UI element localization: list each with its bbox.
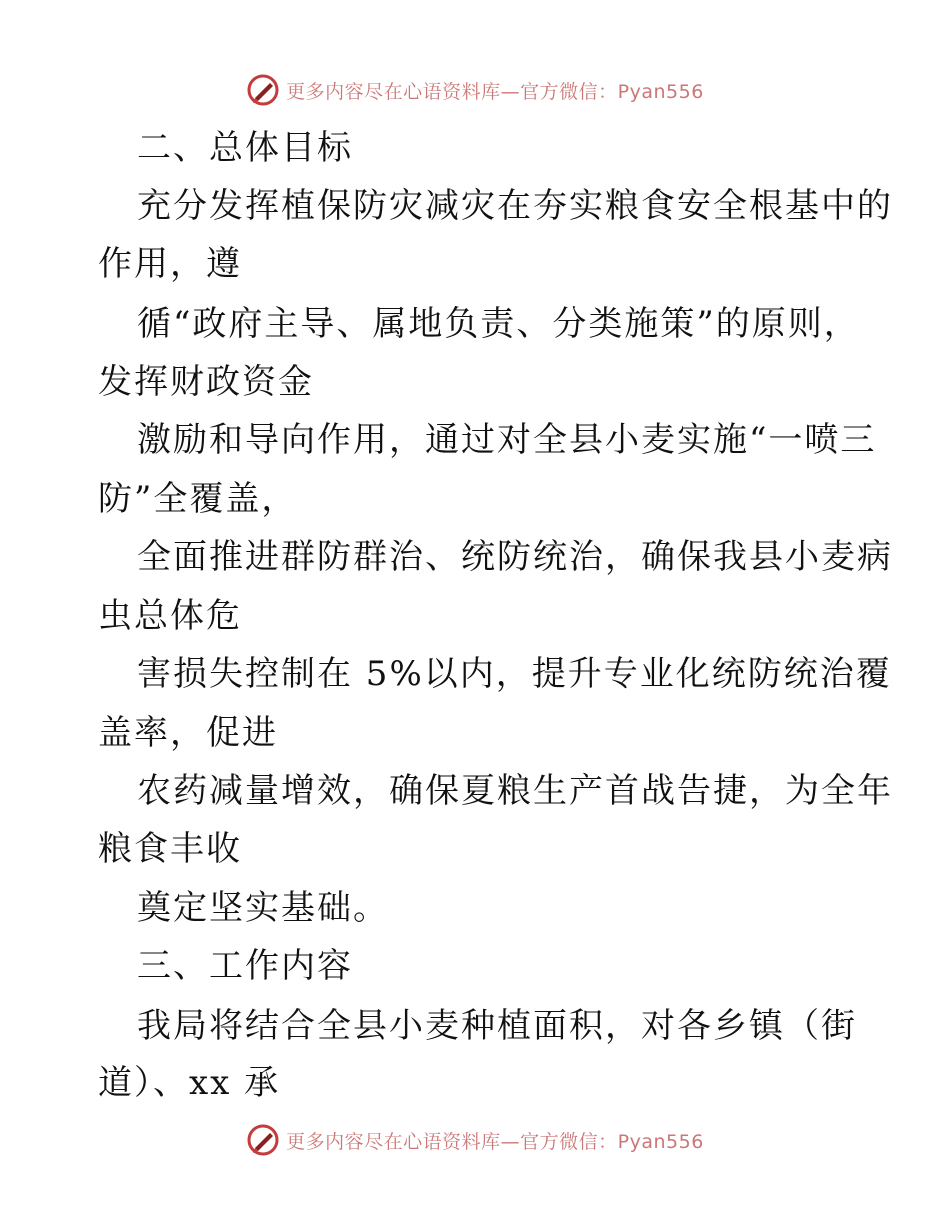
pen-logo-icon xyxy=(246,73,280,107)
paragraph-line: 防”全覆盖， xyxy=(98,479,298,519)
paragraph-line: 奠定坚实基础。 xyxy=(137,888,389,928)
paragraph-line: 作用，遵 xyxy=(98,244,242,284)
paragraph-line: 虫总体危 xyxy=(98,596,242,636)
section-heading: 三、工作内容 xyxy=(137,946,353,986)
paragraph-line: 激励和导向作用，通过对全县小麦实施“一喷三 xyxy=(137,420,877,460)
watermark-text: 更多内容尽在心语资料库—官方微信：Pyan556 xyxy=(286,1130,704,1153)
paragraph-line: 盖率，促进 xyxy=(98,713,278,753)
paragraph-line: 循“政府主导、属地负责、分类施策”的原则， xyxy=(137,304,860,344)
paragraph-line: 粮食丰收 xyxy=(98,829,242,869)
paragraph-line: 道）、xx 承 xyxy=(98,1063,281,1103)
paragraph-line: 全面推进群防群治、统防统治，确保我县小麦病 xyxy=(137,537,893,577)
section-heading: 二、总体目标 xyxy=(137,128,353,168)
watermark-footer xyxy=(0,1120,950,1160)
watermark-text: 更多内容尽在心语资料库—官方微信：Pyan556 xyxy=(286,80,704,103)
pen-logo-icon xyxy=(246,1123,280,1157)
watermark-header xyxy=(0,70,950,110)
paragraph-line: 害损失控制在 5%以内，提升专业化统防统治覆 xyxy=(137,654,892,694)
paragraph-line: 发挥财政资金 xyxy=(98,362,314,402)
paragraph-line: 充分发挥植保防灾减灾在夯实粮食安全根基中的 xyxy=(137,186,893,226)
paragraph-line: 我局将结合全县小麦种植面积，对各乡镇（街 xyxy=(137,1006,857,1046)
paragraph-line: 农药减量增效，确保夏粮生产首战告捷，为全年 xyxy=(137,771,893,811)
